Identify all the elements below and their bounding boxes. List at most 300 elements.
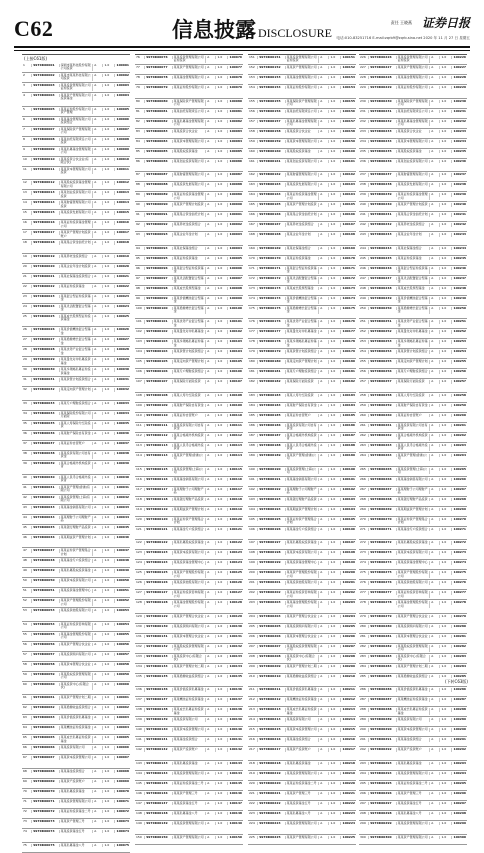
table-row [359,560,467,570]
table-cell-t3: 100110 [229,412,243,417]
table-cell-code: SSTXK00030 [32,368,59,371]
table-row [248,212,356,222]
table-cell-t1: A [319,173,329,176]
table-cell-t3: 100167 [342,222,356,227]
table-row [359,801,467,811]
table-cell-t3: 100226 [453,55,467,59]
table-row [359,761,467,771]
table-cell-t1: A [93,295,103,298]
table-cell-t2: 1.0 [103,64,115,67]
table-cell-t3: 100031 [116,377,130,382]
table-cell-code: SSTXK00166 [258,213,285,216]
table-cell-t3: 100140 [229,727,243,732]
table-cell-code: SSTXK00165 [258,203,285,206]
table-cell-t3: 100012 [116,180,130,185]
table-cell-t2: 1.0 [216,330,228,333]
table-cell-t2: 1.0 [329,738,341,741]
table-cell-t2: 1.0 [440,340,452,343]
table-cell-t1: A [206,665,216,668]
table-cell-t3: 100109 [229,402,243,407]
table-cell-t1: A [430,498,440,501]
table-cell-no: 127 [135,591,145,594]
table-cell-no: 219 [248,772,258,775]
table-cell-t2: 1.0 [329,86,341,89]
table-cell-t3: 100113 [229,442,243,447]
table-cell-no: 131 [135,635,145,638]
table-cell-t2: 1.0 [329,120,341,123]
table-cell-code: SSTXK00023 [32,295,59,298]
table-cell-t1: A [93,830,103,833]
table-cell-code: SSTXK00087 [145,173,172,176]
table-cell-t1: A [93,388,103,391]
table-cell-t1: A [93,643,103,646]
table-cell-code: SSTXK00258 [369,394,396,397]
table-cell-code: SSTXK00286 [369,688,396,691]
table-cell-t2: 1.0 [216,424,228,427]
table-cell-t1: A [319,718,329,721]
table-cell-no: 44 [22,516,32,519]
table-cell-name: 某某基金销售有限公司 [286,478,320,481]
table-cell-name: 某某人民币合格境外投资者 [60,476,94,483]
table-cell-t3: 100198 [342,550,356,555]
table-cell-t2: 1.0 [329,56,341,59]
table-cell-t1: A [93,633,103,636]
table-cell-t3: 100238 [453,182,467,187]
table-cell-name: 某某投资基金管理中心 [397,561,431,564]
table-cell-name: 某某合格境外机构投资者 [286,434,320,441]
table-cell-name: 某某优势产业混合型基金 [60,348,94,355]
table-cell-t2: 1.0 [440,287,452,290]
table-cell-name: 某某基金销售有限公司 [173,478,207,481]
table-cell-code: SSTXK00052 [32,599,59,602]
table-cell-no: 160 [248,150,258,153]
table-cell-t3: 100169 [342,245,356,250]
table-cell-name: 某某期货资产管理计划 [173,508,207,511]
table-cell-t1: A [319,488,329,491]
table-cell-no: 2 [22,74,32,77]
table-cell-name: 某某专户理财投资组合 [60,402,94,405]
table-row [359,477,467,487]
table-cell-code: SSTXK00011 [32,168,59,171]
table-cell-t1: A [319,498,329,501]
table-cell-name: 某某投资基金五号 [397,802,431,805]
table-row [248,497,356,507]
table-cell-code: SSTXK00227 [369,66,396,69]
table-cell-t1: A [93,328,103,331]
table-cell-t1: A [430,675,440,678]
table-cell-code: SSTXK00131 [145,635,172,638]
table-cell-no: 269 [359,508,369,511]
table-cell-t3: 100011 [116,166,130,171]
table-cell-t3: 100021 [116,273,130,278]
table-cell-t2: 1.0 [103,231,115,234]
table-cell-name: 某某资本投资管理公司 [60,756,94,759]
table-cell-no: 105 [135,360,145,363]
table-row [248,296,356,306]
table-cell-t2: 1.0 [440,223,452,226]
table-cell-code: SSTXK00254 [369,350,396,353]
table-cell-no: 140 [135,728,145,731]
table-cell-name: 某某资产投资账户 [173,748,207,751]
table-cell-name: 某某基金管理股份有限公司 [173,601,207,608]
table-cell-t3: 100026 [116,327,130,332]
table-cell-t1: A [319,541,329,544]
table-cell-code: SSTXK00257 [369,380,396,383]
table-cell-code: SSTXK00167 [258,223,285,226]
table-cell-no: 110 [135,414,145,417]
table-cell-t2: 1.0 [329,444,341,447]
table-cell-t2: 1.0 [329,581,341,584]
table-cell-t3: 100048 [116,558,130,563]
table-cell-name: 某某证券投资咨询有限公司 [60,623,94,630]
table-row [135,276,243,286]
table-cell-no: 15 [22,211,32,214]
table-cell-name: 某某投资中心(有限合伙) [173,655,207,662]
table-cell-no: 291 [359,738,369,741]
table-cell-t3: 100185 [342,412,356,417]
table-cell-t2: 1.0 [216,541,228,544]
table-cell-t2: 1.0 [440,581,452,584]
table-cell-code: SSTXK00117 [145,488,172,491]
table-cell-t1: A [430,782,440,785]
table-cell-t1: A [206,601,216,604]
table-cell-no: 181 [248,370,258,373]
table-cell-name: 某某资管计划投资组合 [286,350,320,353]
table-cell-t2: 1.0 [216,223,228,226]
table-cell-code: SSTXK00094 [145,247,172,250]
table-cell-t3: 100041 [116,484,130,489]
table-cell-t2: 1.0 [329,414,341,417]
table-cell-code: SSTXK00013 [32,191,59,194]
table-cell-name: 某某资产管理有限公司 [173,836,207,839]
table-cell-t1: A [206,625,216,628]
table-cell-code: SSTXK00271 [369,528,396,531]
table-cell-t1: A [93,559,103,562]
table-cell-t3: 100040 [116,474,130,479]
table-cell-t3: 100288 [453,707,467,712]
table-cell-t2: 1.0 [103,168,115,171]
table-cell-code: SSTXK00162 [258,173,285,176]
table-cell-t2: 1.0 [440,277,452,280]
table-cell-name: 某某资产管理计划投资 [397,203,431,206]
newspaper-logo: 证券日报 [421,16,470,30]
table-cell-t1: A [206,444,216,447]
table-cell-t1: A [206,655,216,658]
table-cell-name: 某某资本投资有限公司 [397,551,431,554]
table-cell-code: SSTXK00196 [258,528,285,531]
table-cell-name: 某某保险股份有限公司万能险 [60,412,94,419]
table-cell-no: 167 [248,223,258,226]
table-cell-t1: A [430,223,440,226]
table-cell-code: SSTXK00116 [145,478,172,481]
table-cell-code: SSTXK00029 [32,358,59,361]
table-cell-t3: 100236 [453,158,467,163]
table-row [359,821,467,835]
table-cell-t1: A [319,655,329,658]
table-cell-code: SSTXK00239 [369,193,396,196]
table-cell-code: SSTXK00003 [32,84,59,87]
table-cell-name: 某某股权投资基金 [397,150,431,153]
table-row [135,85,243,99]
table-row [359,403,467,413]
table-cell-no: 92 [135,223,145,226]
table-row [22,672,130,682]
table-cell-no: 144 [135,772,145,775]
table-row [135,590,243,600]
table-row [22,210,130,220]
table-row [359,634,467,644]
table-cell-t2: 1.0 [440,772,452,775]
table-cell-t1: A [93,84,103,87]
table-cell-name: 某某资产管理合伙企业 [397,615,431,618]
table-row [359,527,467,541]
table-cell-name: 某某资产管理计划二期 [173,665,207,668]
table-cell-no: 186 [248,424,258,427]
table-cell-code: SSTXK00033 [32,402,59,405]
table-row [22,264,130,274]
table-cell-t3: 100250 [453,305,467,310]
table-cell-t3: 100037 [116,440,130,445]
table-cell-t1: A [206,173,216,176]
table-cell-t1: A [430,718,440,721]
table-cell-code: SSTXK00022 [32,285,59,288]
table-cell-no: 175 [248,307,258,310]
table-cell-no: 277 [359,591,369,594]
table-cell-t1: A [206,183,216,186]
table-cell-name: 某某证券资产管理集合计划 [397,518,431,525]
table-cell-name: 某某期货资产管理计划 [286,508,320,511]
table-cell-t3: 100273 [453,550,467,555]
table-cell-t2: 1.0 [440,688,452,691]
table-cell-name: 某某资产管理(香港)公司 [397,454,431,461]
table-row [248,256,356,266]
header-meta [320,12,470,46]
table-cell-no: 22 [22,285,32,288]
table-cell-t3: 100147 [229,800,243,805]
table-cell-t1: A [206,360,216,363]
table-cell-t3: 100233 [453,128,467,133]
table-cell-t2: 1.0 [216,110,228,113]
table-cell-t3: 100287 [453,697,467,702]
table-cell-t1: A [319,802,329,805]
table-cell-no: 24 [22,305,32,308]
table-cell-t3: 100279 [453,613,467,618]
table-row [22,558,130,568]
table-cell-t1: A [430,277,440,280]
table-cell-code: SSTXK00084 [145,140,172,143]
header-rule-thin [14,50,470,51]
table-row [135,329,243,339]
table-cell-t2: 1.0 [440,468,452,471]
table-cell-code: SSTXK00198 [258,551,285,554]
table-row [248,727,356,737]
table-cell-t3: 100137 [229,697,243,702]
table-cell-no: 295 [359,782,369,785]
table-cell-t3: 100080 [229,98,243,103]
table-cell-code: SSTXK00096 [145,267,172,270]
table-cell-code: SSTXK00192 [258,488,285,491]
table-cell-no: 93 [135,233,145,236]
table-cell-t2: 1.0 [216,213,228,216]
table-row [135,296,243,306]
table-cell-no: 26 [22,328,32,331]
table-cell-t1: A [93,844,103,847]
table-cell-code: SSTXK00202 [258,591,285,594]
table-cell-t1: A [93,412,103,415]
table-cell-no: 153 [248,76,258,79]
table-cell-t1: A [206,267,216,270]
table-cell-t2: 1.0 [329,100,341,103]
table-cell-no: 56 [22,643,32,646]
table-cell-name: 某某合格境外机构投资者 [397,434,431,441]
table-cell-t2: 1.0 [440,76,452,79]
table-cell-no: 235 [359,150,369,153]
table-cell-t1: A [319,130,329,133]
table-cell-t1: A [319,748,329,751]
table-cell-name: 某某证券资产管理集合计划 [60,549,94,556]
table-cell-t1: A [93,569,103,572]
table-cell-name: 某某股权投资基金管理有限公司 [60,181,94,188]
table-cell-code: SSTXK00077 [145,66,172,69]
table-cell-code: SSTXK00255 [369,360,396,363]
table-cell-no: 260 [359,414,369,417]
table-cell-t1: A [93,780,103,783]
table-cell-code: SSTXK00242 [369,223,396,226]
table-cell-t3: 100052 [116,598,130,603]
table-row [248,634,356,644]
table-cell-no: 287 [359,698,369,701]
table-row [135,119,243,129]
table-cell-no: 159 [248,140,258,143]
table-row [248,717,356,727]
table-cell-code: SSTXK00010 [32,158,59,161]
table-cell-code: SSTXK00067 [32,756,59,759]
table-cell-no: 183 [248,394,258,397]
table-cell-t1: A [319,782,329,785]
table-cell-t2: 1.0 [329,698,341,701]
table-cell-no: 146 [135,792,145,795]
table-cell-name: 某某私募股权投资基金 [286,541,320,544]
table-cell-no: 252 [359,330,369,333]
table-row [135,222,243,232]
table-cell-t1: A [319,698,329,701]
table-cell-t1: A [206,130,216,133]
table-row [22,525,130,535]
table-cell-code: SSTXK00100 [145,307,172,310]
table-cell-t2: 1.0 [103,442,115,445]
table-cell-name: 某某财产保险自有资金 [173,404,207,407]
table-cell-t2: 1.0 [216,601,228,604]
table-row [22,843,130,853]
table-cell-t2: 1.0 [440,591,452,594]
table-cell-no: 280 [359,625,369,628]
table-cell-t3: 100206 [342,633,356,638]
table-cell-code: SSTXK00082 [145,120,172,123]
table-cell-code: SSTXK00035 [32,422,59,425]
table-cell-code: SSTXK00009 [32,148,59,151]
table-cell-name: 某某私募投资基金 [286,762,320,765]
table-cell-name: 某某价值精选混合型基金 [60,328,94,335]
table-cell-name: 某某灵活配置混合型基金 [173,277,207,284]
table-cell-t2: 1.0 [440,551,452,554]
table-cell-t1: A [206,454,216,457]
table-cell-no: 142 [135,748,145,751]
table-cell-name: 某某证券投资基金 [286,257,320,260]
table-cell-t1: A [430,772,440,775]
table-cell-t3: 100194 [342,506,356,511]
table-cell-t1: A [93,315,103,318]
table-cell-t2: 1.0 [440,762,452,765]
table-cell-t1: A [206,615,216,618]
table-row [248,821,356,835]
table-cell-no: 53 [22,609,32,612]
table-row [359,55,467,65]
table-cell-no: 282 [359,645,369,648]
table-cell-t3: 100144 [229,770,243,775]
table-cell-no: 261 [359,424,369,427]
table-cell-code: SSTXK00102 [145,330,172,333]
table-row [248,202,356,212]
table-cell-name: 某某资本投资管理公司 [286,728,320,731]
table-cell-no: 30 [22,368,32,371]
table-cell-name: 某某信托有限责任公司 [286,110,320,113]
table-cell-t3: 100069 [116,778,130,783]
table-row [22,254,130,264]
table-cell-t3: 100064 [116,725,130,730]
table-cell-t1: A [430,130,440,133]
table-row [248,600,356,614]
table-cell-code: SSTXK00263 [369,444,396,447]
table-cell-t3: 100126 [229,580,243,585]
table-cell-t3: 100078 [229,75,243,79]
table-cell-t2: 1.0 [440,541,452,544]
table-cell-t3: 100020 [116,263,130,268]
table-cell-no: 232 [359,120,369,123]
table-cell-name: 某某证券投资基金 [173,257,207,260]
table-cell-no: 45 [22,526,32,529]
table-cell-t3: 100223 [342,810,356,815]
table-cell-name: 某某证券投资基金 [397,257,431,260]
table-cell-t3: 100210 [342,673,356,678]
table-cell-no: 206 [248,635,258,638]
table-row [22,622,130,632]
table-row [248,771,356,781]
table-cell-t1: A [319,183,329,186]
table-cell-code: SSTXK00248 [369,287,396,290]
table-cell-no: 163 [248,183,258,186]
table-row [22,137,130,147]
table-cell-t1: A [430,748,440,751]
table-cell-t2: 1.0 [329,160,341,163]
table-cell-t1: A [93,265,103,268]
table-cell-code: SSTXK00036 [32,432,59,435]
table-cell-t3: 100263 [453,442,467,447]
table-cell-no: 126 [135,581,145,584]
table-cell-name: 某某多策略私募证券基金 [173,340,207,347]
table-cell-t3: 100221 [342,790,356,795]
table-cell-t2: 1.0 [216,728,228,731]
table-cell-name: 某某多策略私募证券投资基金 [60,368,94,375]
table-cell-no: 14 [22,201,32,204]
table-row [248,192,356,202]
table-cell-t2: 1.0 [216,183,228,186]
table-cell-code: SSTXK00041 [32,486,59,489]
table-cell-t1: A [206,581,216,584]
table-cell-t2: 1.0 [103,368,115,371]
table-cell-name: 深圳市某科技股份有限公司投资 [60,64,94,71]
table-cell-t2: 1.0 [440,615,452,618]
table-cell-no: 241 [359,213,369,216]
